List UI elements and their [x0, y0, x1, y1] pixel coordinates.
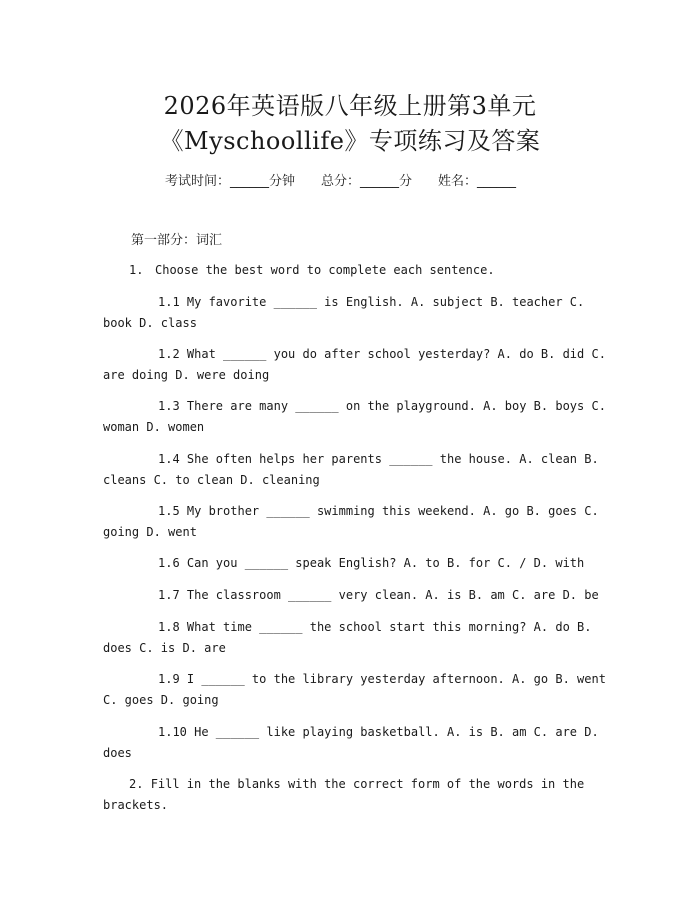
- exam-score: 总分：______分: [321, 174, 413, 189]
- list-item: 1.3 There are many ______ on the playground. A. boy B. boys C. woman D. women: [103, 399, 606, 434]
- list-item: 1.8 What time ______ the school start this morning? A. do B. does C. is D. are: [103, 620, 592, 655]
- question-text: Fill in the blanks with the correct form of the words in the brackets.: [103, 777, 585, 812]
- title-line-2: 《Myschoollife》专项练习及答案: [159, 127, 541, 155]
- student-name: 姓名：______: [438, 174, 517, 189]
- list-item: 1.10 He ______ like playing basketball. A. is B. am C. are D. does: [103, 725, 599, 760]
- list-item: 1.7 The classroom ______ very clean. A. is B. am C. are D. be: [158, 588, 599, 602]
- question-1: [103, 260, 603, 281]
- title-line-1: 2026年英语版八年级上册第3单元: [163, 92, 537, 120]
- exam-meta: [165, 170, 542, 189]
- question-number: 2.: [129, 777, 144, 791]
- list-item: 1.6 Can you ______ speak English? A. to B. for C. / D. with: [158, 556, 585, 570]
- list-item: 1.5 My brother ______ swimming this weekend. A. go B. goes C. going D. went: [103, 504, 599, 539]
- list-item: 1.4 She often helps her parents ______ the house. A. clean B. cleans C. to clean D. cleaning: [103, 452, 599, 487]
- question-number: 1.: [129, 263, 144, 277]
- question-2: [103, 774, 608, 815]
- list-item: 1.9 I ______ to the library yesterday afternoon. A. go B. went C. goes D. going: [103, 672, 606, 707]
- question-text: Choose the best word to complete each sentence.: [155, 263, 495, 277]
- exam-time: 考试时间：______分钟: [165, 174, 296, 189]
- section-title: 第一部分：词汇: [131, 233, 223, 248]
- list-item: 1.2 What ______ you do after school yesterday? A. do B. did C. are doing D. were doing: [103, 347, 606, 382]
- list-item: 1.1 My favorite ______ is English. A. subject B. teacher C. book D. class: [103, 295, 585, 330]
